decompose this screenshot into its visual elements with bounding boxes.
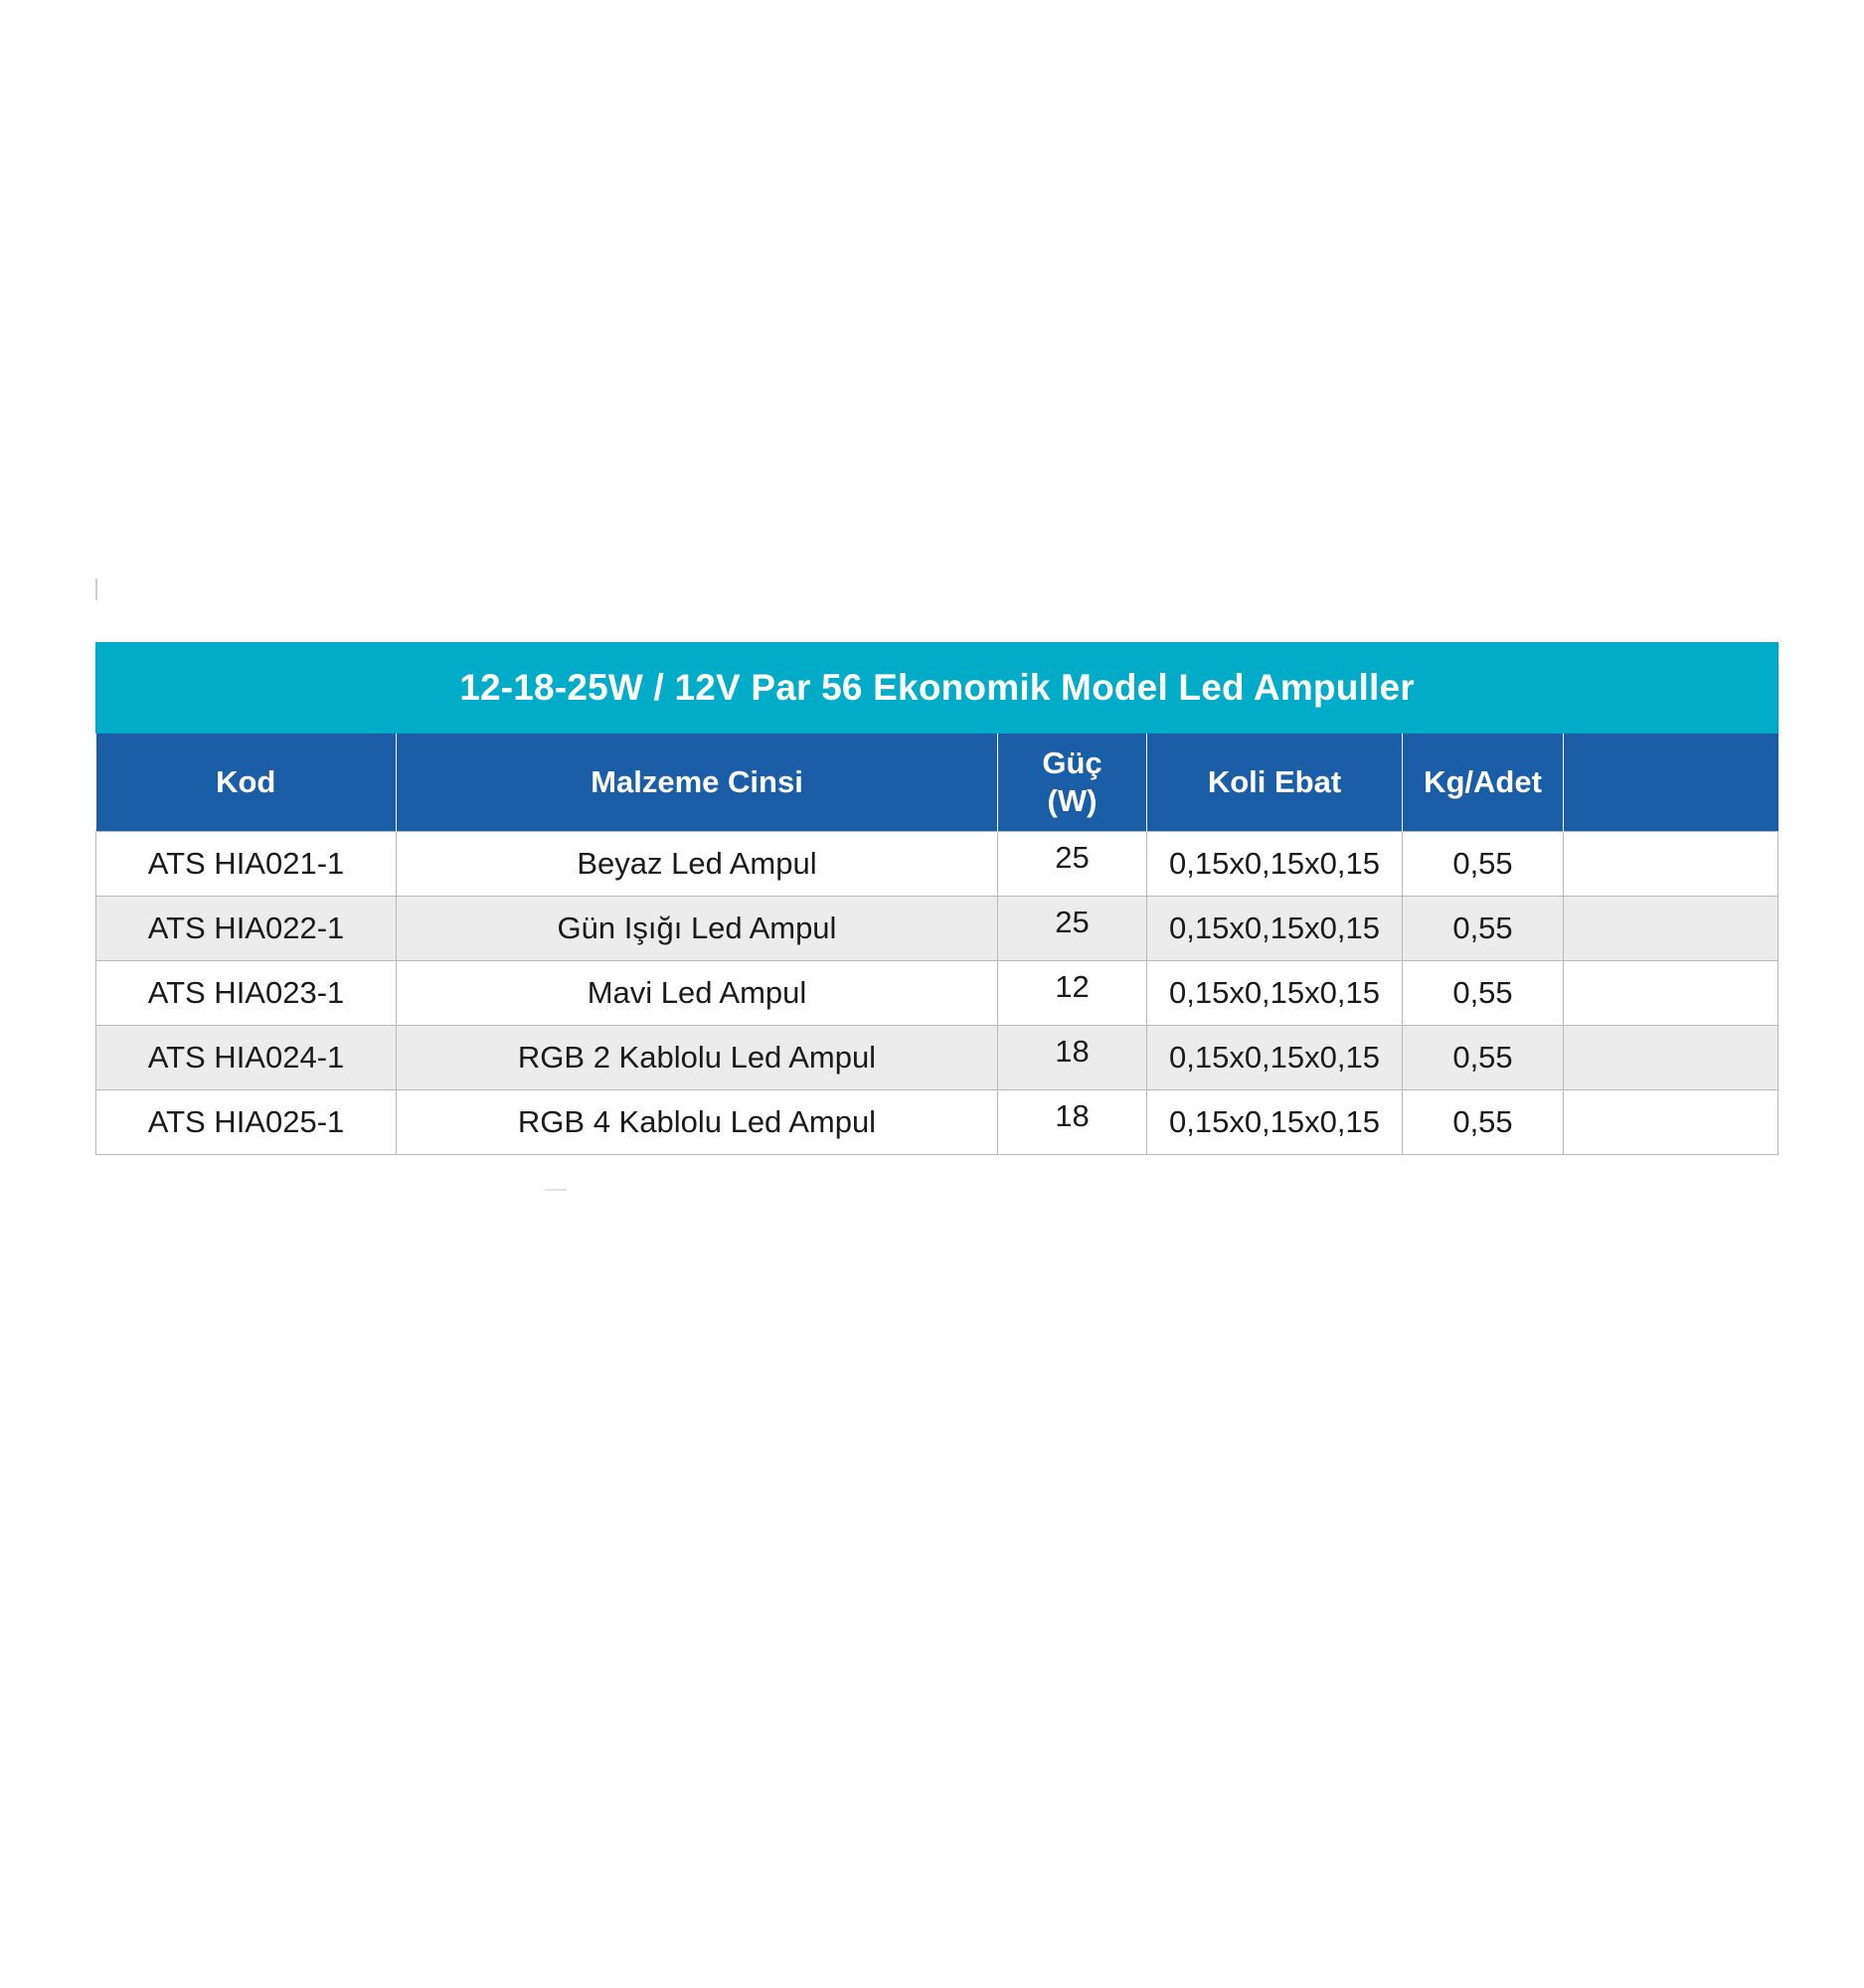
cell-koli-ebat: 0,15x0,15x0,15 <box>1147 961 1403 1026</box>
edge-mark <box>95 579 97 600</box>
cell-kg-adet: 0,55 <box>1403 897 1564 961</box>
header-row <box>96 734 1779 832</box>
table-row <box>96 832 1779 897</box>
table-row <box>96 961 1779 1026</box>
cell-kg-adet: 0,55 <box>1403 1026 1564 1090</box>
header-kg-adet: Kg/Adet <box>1403 734 1564 832</box>
cell-kg-adet: 0,55 <box>1403 1090 1564 1155</box>
cell-kg-adet: 0,55 <box>1403 832 1564 897</box>
cell-malzeme-cinsi: RGB 4 Kablolu Led Ampul <box>397 1090 998 1155</box>
table-row <box>96 1026 1779 1090</box>
cell-kod: ATS HIA022-1 <box>96 897 397 961</box>
header-guc: Güç (W) <box>998 734 1147 832</box>
table-title: 12-18-25W / 12V Par 56 Ekonomik Model Led Ampuller <box>96 643 1779 734</box>
header-kod: Kod <box>96 734 397 832</box>
cell-malzeme-cinsi: Beyaz Led Ampul <box>397 832 998 897</box>
cell-extra <box>1564 1090 1779 1155</box>
cell-kod: ATS HIA023-1 <box>96 961 397 1026</box>
cell-malzeme-cinsi: Gün Işığı Led Ampul <box>397 897 998 961</box>
cell-guc: 25 <box>998 897 1147 961</box>
cell-guc: 18 <box>998 1026 1147 1090</box>
cell-kod: ATS HIA021-1 <box>96 832 397 897</box>
bottom-tick <box>545 1189 567 1191</box>
cell-extra <box>1564 897 1779 961</box>
cell-koli-ebat: 0,15x0,15x0,15 <box>1147 1090 1403 1155</box>
cell-koli-ebat: 0,15x0,15x0,15 <box>1147 897 1403 961</box>
table-row <box>96 897 1779 961</box>
header-malzeme-cinsi: Malzeme Cinsi <box>397 734 998 832</box>
cell-extra <box>1564 961 1779 1026</box>
header-koli-ebat: Koli Ebat <box>1147 734 1403 832</box>
cell-malzeme-cinsi: Mavi Led Ampul <box>397 961 998 1026</box>
cell-guc: 18 <box>998 1090 1147 1155</box>
cell-kg-adet: 0,55 <box>1403 961 1564 1026</box>
cell-koli-ebat: 0,15x0,15x0,15 <box>1147 832 1403 897</box>
title-row <box>96 643 1779 734</box>
cell-kod: ATS HIA024-1 <box>96 1026 397 1090</box>
cell-extra <box>1564 832 1779 897</box>
cell-guc: 25 <box>998 832 1147 897</box>
cell-malzeme-cinsi: RGB 2 Kablolu Led Ampul <box>397 1026 998 1090</box>
product-spec-table <box>95 642 1779 1155</box>
cell-koli-ebat: 0,15x0,15x0,15 <box>1147 1026 1403 1090</box>
cell-guc: 12 <box>998 961 1147 1026</box>
cell-kod: ATS HIA025-1 <box>96 1090 397 1155</box>
table-row <box>96 1090 1779 1155</box>
cell-extra <box>1564 1026 1779 1090</box>
header-extra <box>1564 734 1779 832</box>
